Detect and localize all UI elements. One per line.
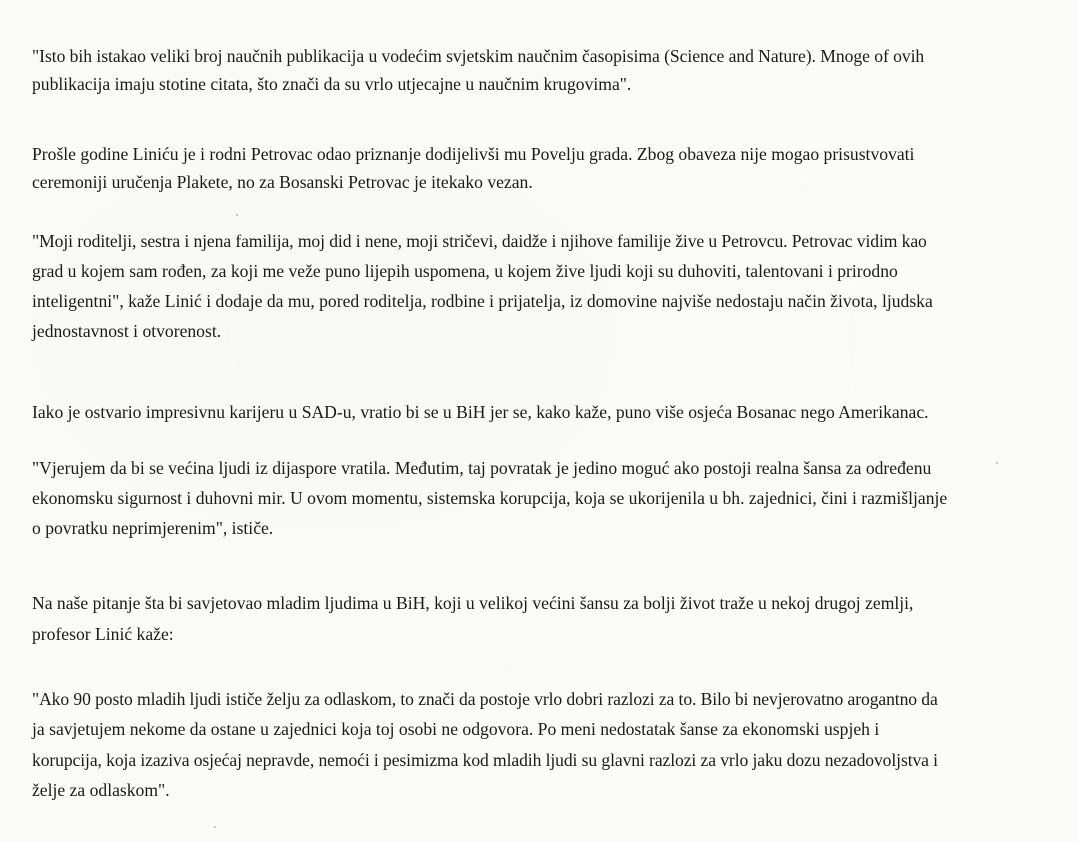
text-line: inteligentni", kaže Linić i dodaje da mu, pored roditelja, rodbine i prijatelja, iz domovine najviše nedostaju način života, ljudska xyxy=(32,291,933,311)
text-line: "Isto bih istakao veliki broj naučnih publikacija u vodećim svjetskim naučnim časopisima (Science and Nature). Mnoge of ovih xyxy=(32,46,925,66)
text-line: Iako je ostvario impresivnu karijeru u SAD-u, vratio bi se u BiH jer se, kako kaže, puno više osjeća Bosanac nego Amerikanac. xyxy=(32,402,929,422)
text-line: korupcija, koja izaziva osjećaj nepravde, nemoći i pesimizma kod mladih ljudi su glavni razlozi za vrlo jaku dozu nezadovoljstva i xyxy=(32,750,938,770)
text-line: o povratku neprimjerenim", ističe. xyxy=(32,518,274,538)
text-line: ja savjetujem nekome da ostane u zajednici koja toj osobi ne odgovora. Po meni nedostatak šanse za ekonomski uspjeh i xyxy=(32,719,880,739)
paragraph-family-quote xyxy=(32,227,1062,345)
paragraph-diaspora-quote xyxy=(32,454,1062,542)
paragraph-career-return xyxy=(32,398,1062,426)
paragraph-question xyxy=(32,589,1062,648)
paragraph-petrovac-charter xyxy=(32,140,1062,196)
text-line: profesor Linić kaže: xyxy=(32,624,174,644)
text-line: "Ako 90 posto mladih ljudi ističe želju za odlaskom, to znači da postoje vrlo dobri razlozi za to. Bilo bi nevjerovatno arogantno da xyxy=(32,689,938,709)
text-line: ekonomsku sigurnost i duhovni mir. U ovom momentu, sistemska korupcija, koja se ukorijenila u bh. zajednici, čini i razmišljanje xyxy=(32,488,948,508)
text-line: Na naše pitanje šta bi savjetovao mladim ljudima u BiH, koji u velikoj većini šansu za bolji život traže u nekoj drugoj zemlji, xyxy=(32,593,914,613)
text-line: Prošle godine Liniću je i rodni Petrovac odao priznanje dodijelivši mu Povelju grada. Zbog obaveza nije mogao prisustvovati xyxy=(32,144,915,164)
text-line: jednostavnost i otvorenost. xyxy=(32,321,222,341)
scan-speck xyxy=(236,214,238,216)
text-line: želje za odlaskom". xyxy=(32,780,170,800)
paragraph-youth-quote xyxy=(32,685,1062,804)
scan-speck xyxy=(214,826,216,828)
paragraph-publications-quote xyxy=(32,42,1062,98)
scan-speck xyxy=(996,462,998,464)
text-line: "Vjerujem da bi se većina ljudi iz dijaspore vratila. Međutim, taj povratak je jedino moguć ako postoji realna šansa za određenu xyxy=(32,458,932,478)
text-line: "Moji roditelji, sestra i njena familija, moj did i nene, moji stričevi, daidže i njihove familije žive u Petrovcu. Petrovac vidim kao xyxy=(32,231,927,251)
text-line: ceremoniji uručenja Plakete, no za Bosanski Petrovac je itekako vezan. xyxy=(32,172,533,192)
text-line: publikacija imaju stotine citata, što znači da su vrlo utjecajne u naučnim krugovima". xyxy=(32,74,632,94)
text-line: grad u kojem sam rođen, za koji me veže puno lijepih uspomena, u kojem žive ljudi koji su duhoviti, talentovani i prirodno xyxy=(32,261,898,281)
